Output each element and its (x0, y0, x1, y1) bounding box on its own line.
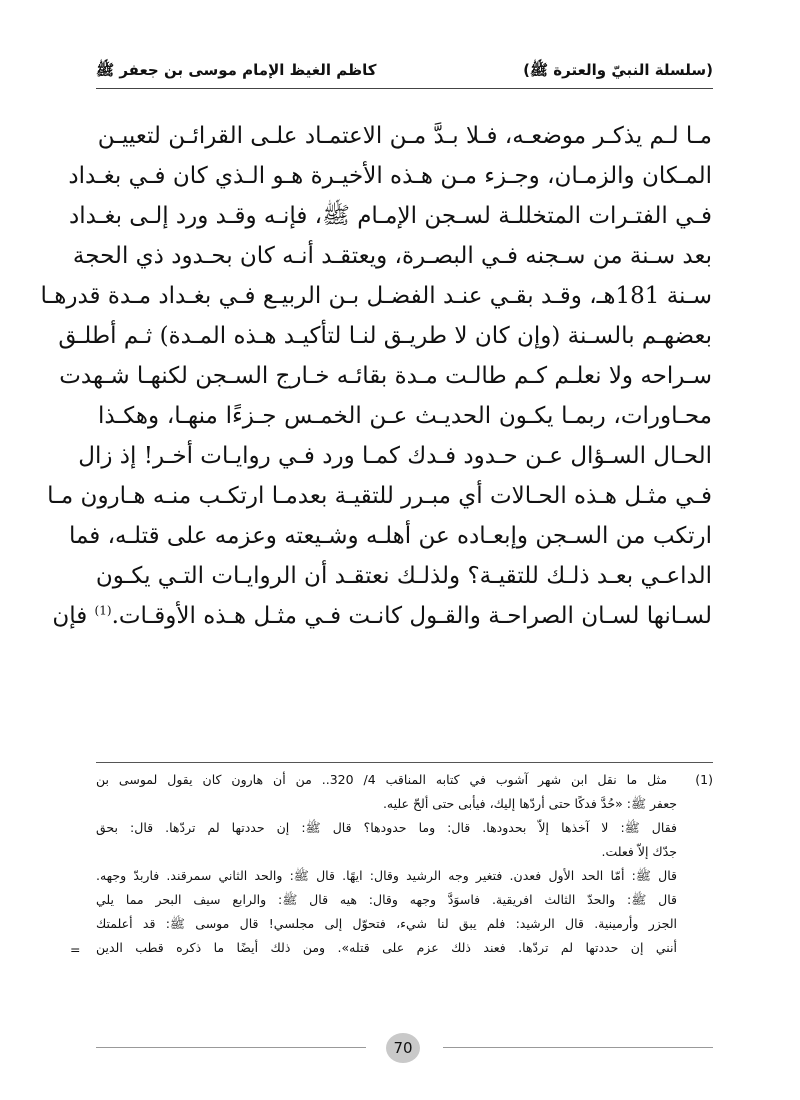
main-text-line: ارتكب من السـجن وإبعـاده عن أهلـه وشـيعته وعزمه على قتلـه، فما (68, 523, 712, 549)
page-number-rule-left (96, 1047, 366, 1048)
main-text-line: فـي مثـل هـذه الحـالات أي مبـرر للتقيـة بعدمـا ارتكـب منـه هـارون مـا (47, 483, 712, 509)
footnote-text: مثل ما نقل ابن شهر آشوب في كتابه المناقب 4/ 320.. من أن هارون كان يقول لموسى بن (96, 772, 668, 787)
main-text-line: مـا لـم يذكـر موضعـه، فـلا بـدَّ مـن الاعتمـاد علـى القرائـن لتعييـن (97, 123, 712, 149)
footnote-line: جعفر ﷺ: «حُدَّ فدكًا حتى أردّها إليك، فيأبى حتى ألحّ عليه. (382, 796, 677, 811)
main-text-line-tail: فإن (52, 603, 95, 629)
page-number-rule-right (443, 1047, 713, 1048)
page-number-area (96, 1033, 713, 1063)
footnote-line: قال ﷺ: والحدّ الثالث افريقية. فاسوَدَّ وجهه وقال: هيه قال ﷺ: والرابع سيف البحر مما يلي (96, 892, 677, 907)
main-text-line: المـكان والزمـان، وجـزء مـن هـذه الأخيـرة هـو الـذي كان فـي بغـداد (68, 163, 712, 189)
main-text-line: سـنة 181هـ، وقـد بقـي عنـد الفضـل بـن الربيـع فـي بغـداد مـدة قدرهـا (40, 283, 712, 309)
main-text-body (40, 116, 712, 636)
footnote-line: الجزر وأرمينية. قال الرشيد: فلم يبق لنا شيء، فتحوّل إلى مجلسي! قال موسى ﷺ: قد أعلمتك (96, 916, 677, 931)
main-text-line: الداعـي بعـد ذلـك للتقيـة؟ ولذلـك نعتقـد أن الروايـات التـي يكـون (95, 563, 712, 589)
main-text-line: الحـال السـؤال عـن حـدود فـدك كمـا ورد فـي روايـات أخـر! إذ زال (78, 443, 712, 469)
footnote-line: فقال ﷺ: لا آخذها إلاّ بحدودها. قال: وما حدودها؟ قال ﷺ: إن حددتها لم تردّها. قال: بحق (96, 820, 677, 835)
main-text-line: بعد سـنة من سـجنه فـي البصـرة، ويعتقـد أنـه كان بحـدود ذي الحجة (72, 243, 712, 269)
main-text-line: بعضهـم بالسـنة (وإن كان لا طريـق لنـا لتأكيـد هـذه المـدة) ثـم أطلـق (58, 323, 712, 349)
main-text-line: سـراحه ولا نعلـم كـم طالـت مـدة بقائـه خـارج السـجن لكنهـا شـهدت (59, 363, 712, 389)
running-header (96, 58, 713, 86)
book-title: كاظم الغيظ الإمام موسى بن جعفر ﷺ (96, 61, 377, 79)
footnotes (70, 768, 714, 960)
footnote-line: جدّك إلاّ فعلت. (601, 844, 677, 859)
footnote-line: قال ﷺ: أمّا الحد الأول فعدن. فتغير وجه الرشيد وقال: ايهًا. قال ﷺ: والحد الثاني سمرقند. فاربدّ وجهه. (96, 868, 677, 883)
footnote-number: (1) (695, 772, 714, 787)
series-title: (سلسلة النبيّ والعترة ﷺ) (523, 61, 713, 79)
footnote-continuation-mark: = (70, 942, 81, 957)
header-rule (96, 88, 713, 89)
footnote-line: أنني إن حددتها لم تردّها. فعند ذلك عزم على قتله». ومن ذلك أيضًا ما ذكره قطب الدين (96, 940, 677, 955)
footnote-reference[interactable]: (1) (94, 603, 112, 618)
main-text-line: فـي الفتـرات المتخللـة لسـجن الإمـام ﷺ، فإنـه وقـد ورد إلـى بغـداد (69, 203, 712, 229)
main-text-last-line (52, 596, 712, 636)
main-text-line: محـاورات، ربمـا يكـون الحديـث عـن الخمـس جـزءًا منهـا، وهكـذا (98, 403, 712, 429)
main-text-line-text: لسـانها لسـان الصراحـة والقـول كانـت فـي مثـل هـذه الأوقـات. (111, 603, 712, 629)
footnote-line (96, 768, 713, 792)
page-number: 70 (386, 1033, 420, 1063)
footnote-separator (96, 762, 713, 763)
